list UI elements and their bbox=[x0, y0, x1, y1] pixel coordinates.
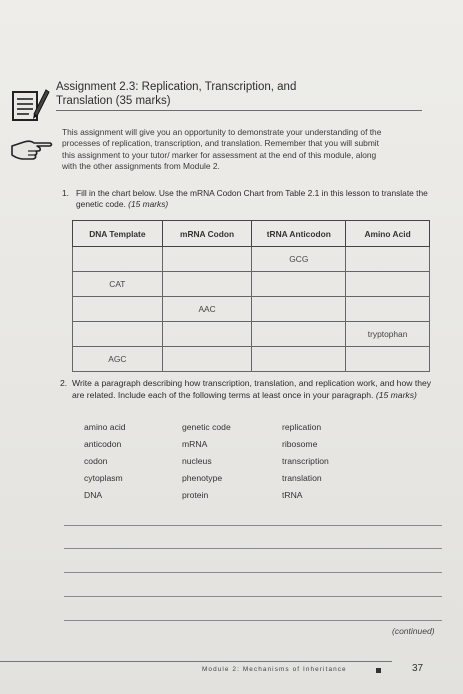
term-item: ribosome bbox=[282, 439, 318, 449]
term-item: genetic code bbox=[182, 422, 231, 432]
term-list bbox=[84, 421, 384, 502]
header-dna-template: DNA Template bbox=[73, 221, 163, 247]
question-2-number: 2. bbox=[60, 378, 68, 388]
table-cell[interactable] bbox=[252, 322, 346, 347]
answer-line[interactable] bbox=[64, 620, 442, 621]
table-cell[interactable] bbox=[252, 347, 346, 372]
header-mrna-codon: mRNA Codon bbox=[162, 221, 252, 247]
table-cell[interactable]: GCG bbox=[252, 247, 346, 272]
term-item: phenotype bbox=[182, 473, 223, 483]
term-item: cytoplasm bbox=[84, 473, 123, 483]
table-cell[interactable] bbox=[346, 247, 430, 272]
continued-note: (continued) bbox=[392, 626, 435, 636]
table-cell[interactable] bbox=[252, 297, 346, 322]
header-trna-anticodon: tRNA Anticodon bbox=[252, 221, 346, 247]
question-1-text bbox=[76, 188, 436, 210]
term-item: tRNA bbox=[282, 490, 303, 500]
assignment-title-line2: Translation (35 marks) bbox=[56, 95, 171, 107]
question-2-prompt: Write a paragraph describing how transcription, translation, and replication work, and how they are related. Include each of the following terms at least once in your paragraph. bbox=[72, 378, 432, 400]
table-cell[interactable]: CAT bbox=[73, 272, 163, 297]
table-row bbox=[73, 272, 430, 297]
table-cell[interactable] bbox=[162, 272, 252, 297]
answer-line[interactable] bbox=[64, 548, 442, 549]
table-row bbox=[73, 347, 430, 372]
pointing-hand-icon bbox=[10, 137, 54, 163]
assignment-intro: This assignment will give you an opportunity to demonstrate your understanding of the processes of replication, transcription, and translation. Remember that you will submit this assignment to your tutor/ marker for assessment at the end of this module, along with the other assignments from Module 2. bbox=[62, 127, 382, 172]
table-cell[interactable] bbox=[346, 297, 430, 322]
table-cell[interactable] bbox=[73, 297, 163, 322]
table-cell[interactable]: AGC bbox=[73, 347, 163, 372]
codon-table bbox=[72, 220, 430, 372]
term-item: mRNA bbox=[182, 439, 208, 449]
term-item: DNA bbox=[84, 490, 103, 500]
term-item: amino acid bbox=[84, 422, 126, 432]
answer-line[interactable] bbox=[64, 525, 442, 526]
table-cell[interactable] bbox=[346, 347, 430, 372]
question-2-marks: (15 marks) bbox=[375, 389, 417, 400]
footer-divider bbox=[0, 661, 392, 662]
table-cell[interactable]: AAC bbox=[162, 297, 252, 322]
term-item: nucleus bbox=[182, 456, 212, 466]
term-item: replication bbox=[282, 422, 322, 432]
answer-line[interactable] bbox=[64, 572, 442, 573]
table-cell[interactable] bbox=[346, 272, 430, 297]
table-cell[interactable] bbox=[162, 322, 252, 347]
page-number: 37 bbox=[412, 663, 424, 674]
codon-table-header bbox=[73, 221, 430, 247]
table-row bbox=[73, 247, 430, 272]
assignment-title bbox=[56, 80, 426, 108]
header-amino-acid: Amino Acid bbox=[346, 221, 430, 247]
term-item: translation bbox=[282, 473, 322, 483]
pencil-notebook-icon bbox=[10, 84, 50, 124]
assignment-title-line1: Assignment 2.3: Replication, Transcription, and bbox=[56, 81, 297, 93]
table-cell[interactable] bbox=[252, 272, 346, 297]
term-item: transcription bbox=[282, 456, 329, 466]
question-1-prompt: Fill in the chart below. Use the mRNA Codon Chart from Table 2.1 in this lesson to translate the genetic code. bbox=[76, 188, 428, 209]
question-1-marks: (15 marks) bbox=[128, 199, 169, 209]
table-row bbox=[73, 322, 430, 347]
table-cell[interactable]: tryptophan bbox=[346, 322, 430, 347]
square-bullet-icon bbox=[376, 668, 381, 673]
term-item: codon bbox=[84, 456, 108, 466]
term-item: anticodon bbox=[84, 439, 122, 449]
answer-line[interactable] bbox=[64, 596, 442, 597]
term-item: protein bbox=[182, 490, 209, 500]
table-row bbox=[73, 297, 430, 322]
title-divider bbox=[56, 110, 422, 111]
question-1-number: 1. bbox=[62, 188, 69, 198]
question-2-text bbox=[72, 378, 442, 401]
table-cell[interactable] bbox=[73, 247, 163, 272]
footer-module-title: Module 2: Mechanisms of Inheritance bbox=[202, 666, 347, 673]
table-cell[interactable] bbox=[162, 247, 252, 272]
table-cell[interactable] bbox=[162, 347, 252, 372]
table-cell[interactable] bbox=[73, 322, 163, 347]
